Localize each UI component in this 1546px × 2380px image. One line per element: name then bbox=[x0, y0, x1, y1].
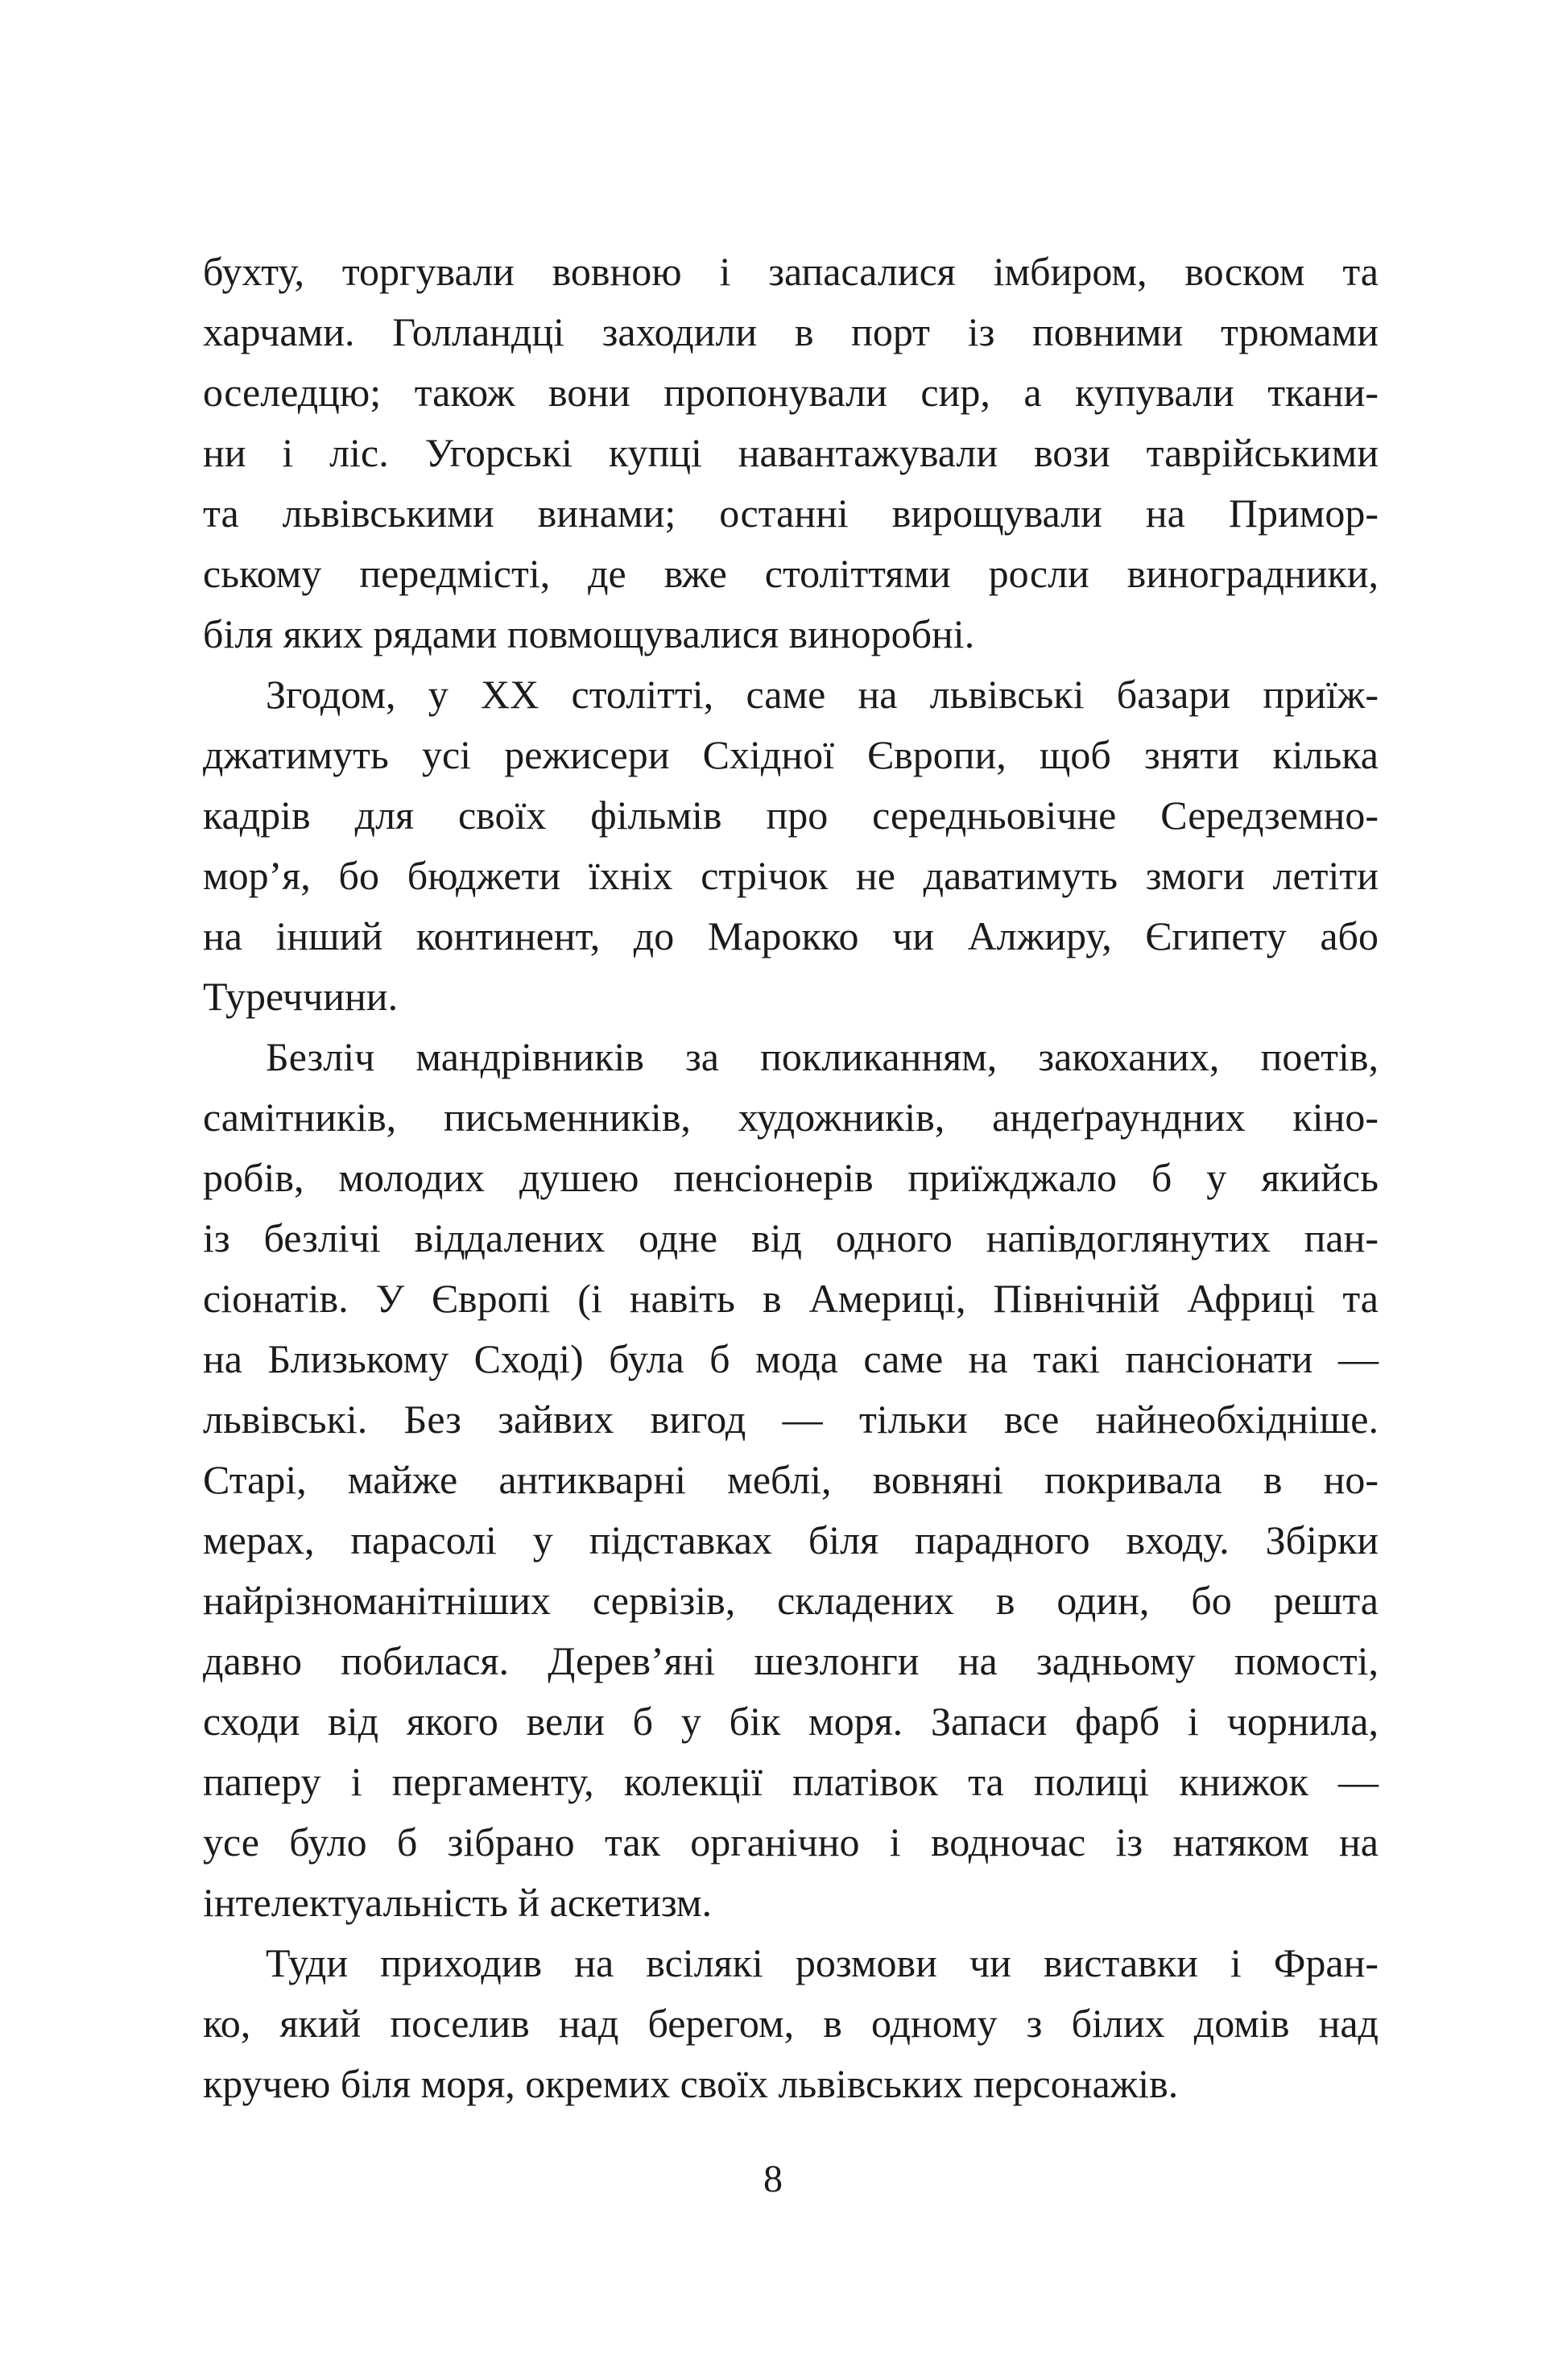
page-text-block bbox=[203, 242, 1379, 2114]
text-line: Згодом, у XX столітті, саме на львівські базари приїж- bbox=[266, 672, 1379, 717]
text-line: інтелектуальність й аскетизм. bbox=[203, 1880, 713, 1925]
text-line: на інший континент, до Марокко чи Алжиру, Єгипету або bbox=[203, 913, 1379, 958]
text-line: сходи від якого вели б у бік моря. Запаси фарб і чорнила, bbox=[203, 1699, 1379, 1744]
text-line: мор’я, бо бюджети їхніх стрічок не даватимуть змоги летіти bbox=[203, 853, 1379, 898]
text-line: самітників, письменників, художників, андеґраундних кіно- bbox=[203, 1095, 1379, 1140]
text-line: сіонатів. У Європі (і навіть в Америці, Північній Африці та bbox=[203, 1276, 1379, 1321]
paragraph bbox=[203, 1027, 1379, 1933]
text-line: оселедцю; також вони пропонували сир, а купували ткани- bbox=[203, 370, 1379, 415]
text-line: кручею біля моря, окремих своїх львівських персонажів. bbox=[203, 2061, 1179, 2106]
text-line: харчами. Голландці заходили в порт із повними трюмами bbox=[203, 309, 1379, 354]
text-line: мерах, парасолі у підставках біля парадного входу. Збірки bbox=[203, 1517, 1379, 1563]
paragraph bbox=[203, 242, 1379, 664]
paragraph bbox=[203, 664, 1379, 1027]
text-line: робів, молодих душею пенсіонерів приїжджало б у якийсь bbox=[203, 1155, 1379, 1200]
text-line: бухту, торгували вовною і запасалися імбиром, воском та bbox=[203, 249, 1379, 294]
text-line: Туреччини. bbox=[203, 974, 399, 1019]
text-line: біля яких рядами повмощувалися виноробні. bbox=[203, 611, 975, 656]
paragraph bbox=[203, 1933, 1379, 2114]
text-line: на Близькому Сході) була б мода саме на такі пансіонати — bbox=[203, 1336, 1379, 1381]
text-line: та львівськими винами; останні вирощували на Примор- bbox=[203, 490, 1379, 536]
text-line: давно побилася. Дерев’яні шезлонги на задньому помості, bbox=[203, 1638, 1379, 1683]
text-line: львівські. Без зайвих вигод — тільки все найнеобхідніше. bbox=[203, 1397, 1379, 1442]
page-number: 8 bbox=[763, 2158, 783, 2200]
text-line: найрізноманітніших сервізів, складених в один, бо решта bbox=[203, 1578, 1379, 1623]
text-line: джатимуть усі режисери Східної Європи, щоб зняти кілька bbox=[203, 732, 1379, 777]
text-line: Туди приходив на всілякі розмови чи виставки і Фран- bbox=[266, 1940, 1379, 1985]
text-line: ко, який поселив над берегом, в одному з білих домів над bbox=[203, 2001, 1379, 2046]
text-line: із безлічі віддалених одне від одного напівдоглянутих пан- bbox=[203, 1215, 1379, 1260]
text-line: Безліч мандрівників за покликанням, закоханих, поетів, bbox=[266, 1034, 1379, 1079]
text-line: кадрів для своїх фільмів про середньовічне Середземно- bbox=[203, 793, 1379, 838]
text-line: Старі, майже антикварні меблі, вовняні покривала в но- bbox=[203, 1457, 1379, 1502]
text-line: ни і ліс. Угорські купці навантажували вози таврійськими bbox=[203, 430, 1379, 475]
text-line: паперу і пергаменту, колекції платівок та полиці книжок — bbox=[203, 1759, 1379, 1804]
text-line: усе було б зібрано так органічно і водночас із натяком на bbox=[203, 1819, 1379, 1865]
text-line: ському передмісті, де вже століттями росли виноградники, bbox=[203, 551, 1379, 596]
